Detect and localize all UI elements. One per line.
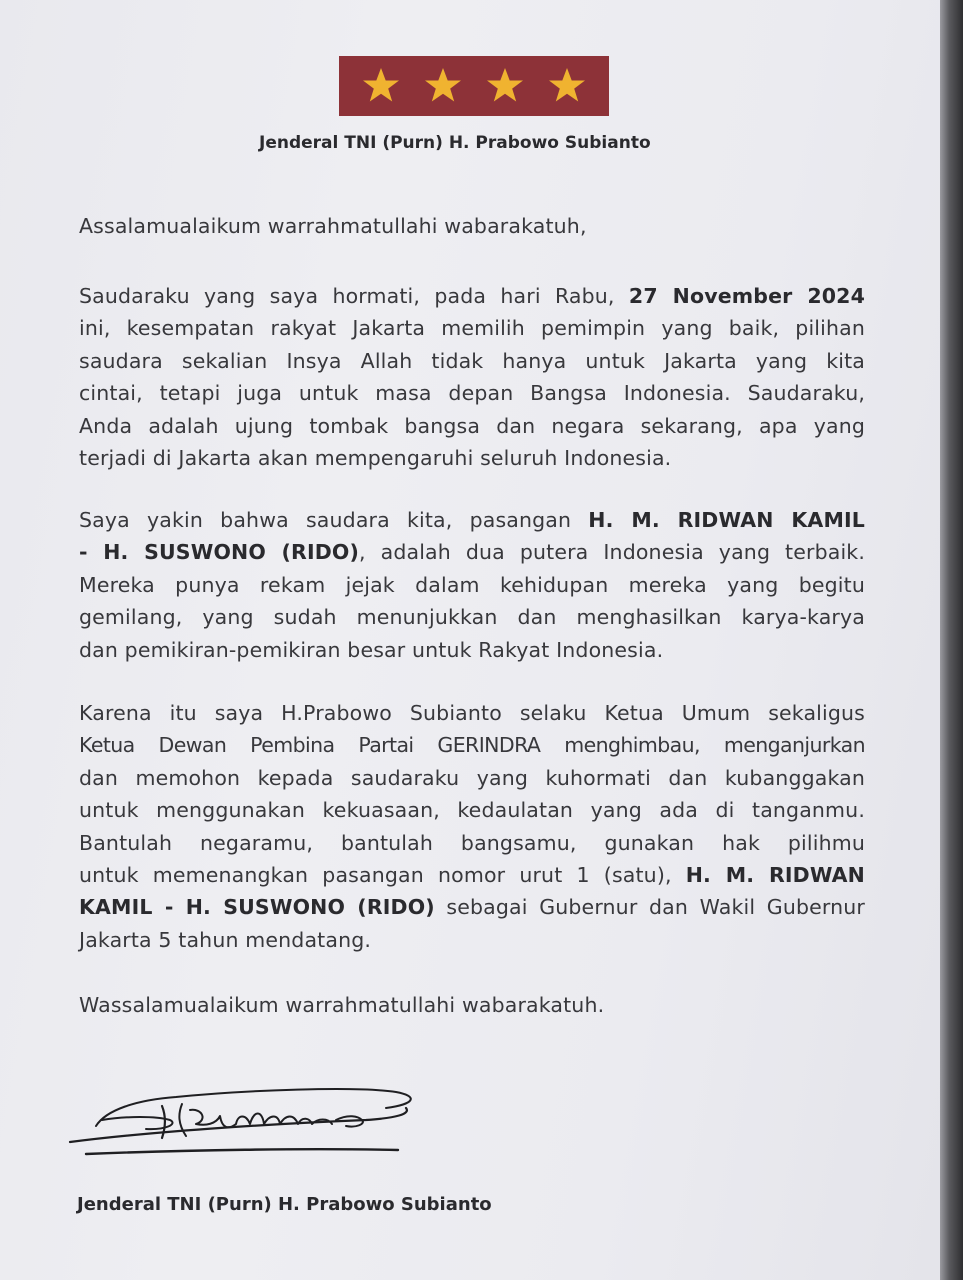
greeting — [79, 210, 865, 242]
paragraph-line: Anda adalah ujung tombak bangsa dan negara sekarang, apa yang — [79, 413, 865, 438]
paragraph-line — [79, 280, 865, 312]
paragraph-line: saudara sekalian Insya Allah tidak hanya untuk Jakarta yang kita — [79, 348, 865, 373]
paragraph-line: ini, kesempatan rakyat Jakarta memilih pemimpin yang baik, pilihan — [79, 316, 865, 341]
paragraph-line — [79, 536, 865, 568]
candidate-name: H. M. RIDWAN KAMIL — [588, 508, 865, 532]
paragraph-line: terjadi di Jakarta akan mempengaruhi seluruh Indonesia. — [79, 446, 672, 471]
closing-line: Wassalamualaikum warrahmatullahi wabarakatuh. — [79, 993, 605, 1017]
candidate-name: KAMIL - H. SUSWONO (RIDO) — [79, 895, 435, 920]
text-run: sebagai Gubernur dan Wakil Gubernur — [434, 895, 865, 920]
paragraph-line — [79, 891, 865, 923]
paragraph-line: Karena itu saya H.Prabowo Subianto selaku Ketua Umum sekaligus — [79, 701, 865, 725]
paragraph-line: Jakarta 5 tahun mendatang. — [79, 927, 372, 952]
election-date: 27 November 2024 — [628, 284, 865, 308]
text-run: untuk memenangkan pasangan nomor urut 1 (satu), — [79, 863, 686, 888]
star-icon — [485, 66, 525, 106]
candidate-name: - H. SUSWONO (RIDO) — [79, 540, 359, 565]
text-run: Saudaraku yang saya hormati, pada hari Rabu, — [79, 284, 629, 308]
star-icon — [361, 66, 401, 106]
paragraph-2 — [79, 504, 865, 666]
signatory-name: Jenderal TNI (Purn) H. Prabowo Subianto — [77, 1194, 492, 1215]
paragraph-line: gemilang, yang sudah menunjukkan dan menghasilkan karya-karya — [79, 605, 865, 630]
paragraph-line: cintai, tetapi juga untuk masa depan Bangsa Indonesia. Saudaraku, — [79, 381, 865, 406]
star-icon — [423, 66, 463, 106]
paragraph-line: dan memohon kepada saudaraku yang kuhormati dan kubanggakan — [79, 765, 865, 790]
paragraph-line — [79, 859, 865, 891]
text-run: Saya yakin bahwa saudara kita, pasangan — [79, 508, 589, 532]
text-run: , adalah dua putera Indonesia yang terbaik. — [359, 540, 865, 565]
paragraph-line: Ketua Dewan Pembina Partai GERINDRA menghimbau, menganjurkan — [79, 733, 865, 758]
paragraph-1 — [79, 280, 865, 474]
four-star-emblem — [339, 56, 609, 116]
paragraph-3 — [79, 697, 865, 956]
candidate-name: H. M. RIDWAN — [685, 863, 865, 888]
header-name: Jenderal TNI (Purn) H. Prabowo Subianto — [259, 133, 651, 153]
greeting-line: Assalamualaikum warrahmatullahi wabarakatuh, — [79, 214, 587, 238]
paragraph-line: dan pemikiran-pemikiran besar untuk Rakyat Indonesia. — [79, 637, 664, 662]
paragraph-line: Mereka punya rekam jejak dalam kehidupan mereka yang begitu — [79, 572, 865, 597]
background-edge — [940, 0, 963, 1280]
paragraph-line: untuk menggunakan kekuasaan, kedaulatan yang ada di tanganmu. — [79, 798, 865, 823]
paragraph-line — [79, 504, 865, 536]
paragraph-line: Bantulah negaramu, bantulah bangsamu, gunakan hak pilihmu — [79, 830, 865, 855]
star-icon — [547, 66, 587, 106]
closing — [79, 989, 865, 1021]
handwritten-signature — [66, 1080, 426, 1160]
